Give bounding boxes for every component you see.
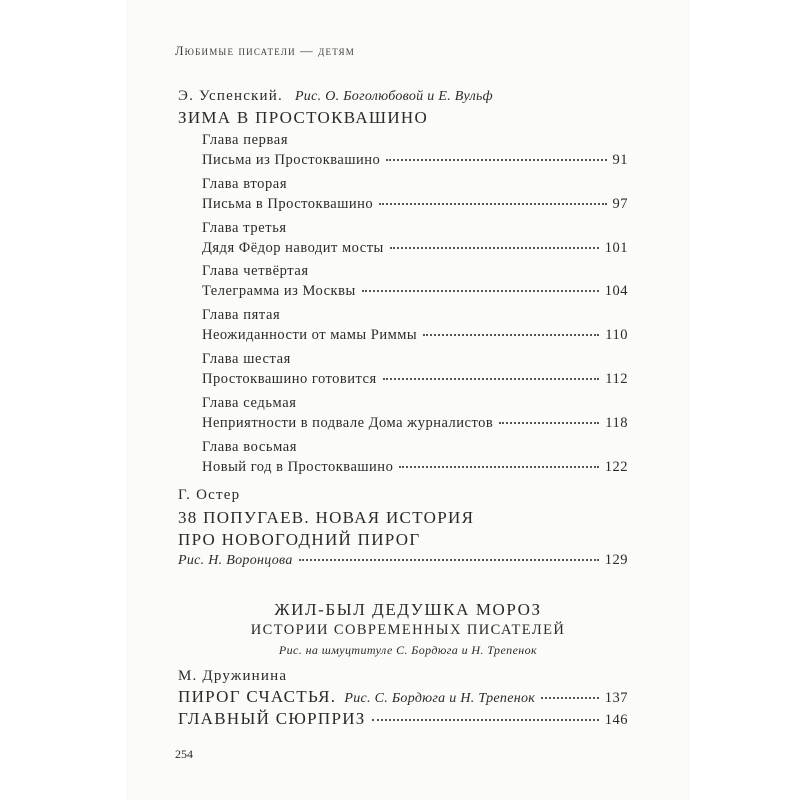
toc-entry-title: ПИРОГ СЧАСТЬЯ. <box>178 687 337 706</box>
chapter-heading: Глава пятая <box>202 307 281 323</box>
toc-page-number: 97 <box>612 196 628 212</box>
toc-entry-title: Телеграмма из Москвы <box>202 283 356 299</box>
chapter-heading: Глава четвёртая <box>202 263 309 279</box>
toc-entry[interactable] <box>202 196 628 213</box>
work-title-line2: ПРО НОВОГОДНИЙ ПИРОГ <box>178 530 421 549</box>
work-title-zima: ЗИМА В ПРОСТОКВАШИНО <box>178 108 429 127</box>
leader-dots <box>399 466 598 468</box>
leader-dots <box>541 697 599 699</box>
leader-dots <box>379 203 606 205</box>
running-header: Любимые писатели — детям <box>175 44 355 58</box>
toc-entry-title: Неожиданности от мамы Риммы <box>202 327 418 343</box>
toc-entry-title: Письма в Простоквашино <box>202 196 374 212</box>
toc-entry-title: Дядя Фёдор наводит мосты <box>202 240 384 256</box>
toc-page-number: 146 <box>604 712 628 728</box>
toc-page-number: 101 <box>604 240 628 256</box>
toc-page-number: 104 <box>604 283 628 299</box>
illustrators-credit: Рис. О. Боголюбовой и Е. Вульф <box>294 89 493 104</box>
toc-page-number: 137 <box>604 690 628 706</box>
work-title-line1: 38 ПОПУГАЕВ. НОВАЯ ИСТОРИЯ <box>178 508 475 527</box>
chapter-heading: Глава вторая <box>202 176 288 192</box>
toc-page-number: 129 <box>604 552 628 568</box>
leader-dots <box>362 290 599 292</box>
author-druzhinina: М. Дружинина <box>178 668 288 684</box>
toc-entry-pirog[interactable] <box>178 687 628 707</box>
leader-dots <box>383 378 600 380</box>
toc-entry[interactable] <box>202 459 628 476</box>
chapter-heading: Глава седьмая <box>202 395 297 411</box>
toc-entry[interactable] <box>202 240 628 257</box>
toc-entry-syurpriz[interactable] <box>178 709 628 729</box>
leader-dots <box>372 719 599 721</box>
toc-page-number: 112 <box>605 371 628 387</box>
section-title: ЖИЛ-БЫЛ ДЕДУШКА МОРОЗ <box>274 600 542 619</box>
chapter-heading: Глава третья <box>202 220 287 236</box>
illustrator-credit: Рис. Н. Воронцова <box>178 553 293 568</box>
toc-page-number: 118 <box>605 415 628 431</box>
toc-entry-popugaev[interactable] <box>178 552 628 569</box>
toc-entry[interactable] <box>202 152 628 169</box>
toc-entry[interactable] <box>202 371 628 388</box>
entry-author-line <box>178 87 493 105</box>
toc-entry[interactable] <box>202 415 628 432</box>
toc-entry-title: Письма из Простоквашино <box>202 152 381 168</box>
toc-entry-title: Неприятности в подвале Дома журналистов <box>202 415 494 431</box>
toc-entry-title: Новый год в Простоквашино <box>202 459 394 475</box>
toc-entry-title: Простоквашино готовится <box>202 371 377 387</box>
leader-dots <box>386 159 606 161</box>
author-uspensky: Э. Успенский. <box>178 88 283 104</box>
leader-dots <box>499 422 599 424</box>
toc-page-number: 122 <box>604 459 628 475</box>
page-number: 254 <box>175 747 193 761</box>
author-oster: Г. Остер <box>178 487 241 503</box>
chapter-heading: Глава восьмая <box>202 439 298 455</box>
toc-page-number: 91 <box>612 152 628 168</box>
toc-entry[interactable] <box>202 283 628 300</box>
chapter-heading: Глава шестая <box>202 351 291 367</box>
toc-entry-title: ГЛАВНЫЙ СЮРПРИЗ <box>178 709 366 728</box>
section-subtitle: ИСТОРИИ СОВРЕМЕННЫХ ПИСАТЕЛЕЙ <box>250 622 566 638</box>
illustrators-credit: Рис. С. Бордюга и Н. Трепенок <box>344 691 536 706</box>
chapter-heading: Глава первая <box>202 132 289 148</box>
leader-dots <box>423 334 599 336</box>
toc-entry[interactable] <box>202 327 628 344</box>
leader-dots <box>299 559 599 561</box>
toc-page-number: 110 <box>605 327 628 343</box>
leader-dots <box>390 247 599 249</box>
section-illustration-note: Рис. на шмуцтитуле С. Бордюга и Н. Трепенок <box>278 643 538 657</box>
